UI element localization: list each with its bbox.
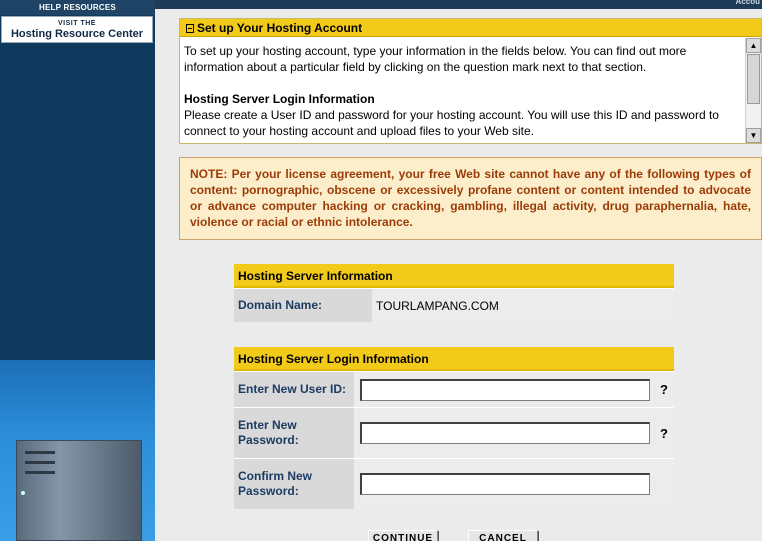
login-info-subheading: Hosting Server Login Information: [184, 92, 375, 106]
server-icon: [16, 440, 142, 541]
login-info-text: Please create a User ID and password for your hosting account. You will use this ID and password to connect to your hosting account and upload files to your Web site.: [184, 108, 719, 138]
user-id-help-icon[interactable]: ?: [660, 382, 668, 397]
setup-header: [180, 19, 761, 37]
domain-name-value: TOURLAMPANG.COM: [372, 289, 674, 322]
hrc-visit-label: VISIT THE: [58, 20, 96, 27]
scroll-up-icon[interactable]: ▲: [746, 38, 761, 53]
scrollbar[interactable]: [745, 38, 761, 143]
account-label[interactable]: Accou: [735, 0, 760, 6]
scroll-down-icon[interactable]: ▼: [746, 128, 761, 143]
main-content: [155, 9, 762, 541]
collapse-icon[interactable]: [186, 24, 194, 33]
server-info-panel: [234, 264, 674, 322]
server-info-title: Hosting Server Information: [234, 264, 674, 288]
user-id-input[interactable]: [360, 379, 650, 401]
domain-name-label: Domain Name:: [234, 289, 372, 322]
setup-panel: [179, 18, 762, 144]
password-help-icon[interactable]: ?: [660, 425, 668, 441]
setup-intro: To set up your hosting account, type your information in the fields below. You can find out more information about a particular field by clicking on the question mark next to that section.: [184, 44, 687, 74]
password-label: Enter New Password:: [234, 408, 354, 458]
password-input[interactable]: [360, 422, 650, 444]
license-note: NOTE: Per your license agreement, your free Web site cannot have any of the following types of content: pornographic, obscene or excessively profane content or content intended to advocate or advance computer hacking or cracking, gambling, illegal activity, drug paraphernalia, hate, violence or racial or ethnic intolerance.: [179, 157, 762, 240]
setup-title: Set up Your Hosting Account: [197, 21, 363, 35]
sidebar-graphic: [0, 360, 155, 541]
confirm-password-label: Confirm New Password:: [234, 459, 354, 509]
user-id-label: Enter New User ID:: [234, 372, 354, 407]
sidebar: [0, 0, 155, 541]
confirm-password-input[interactable]: [360, 473, 650, 495]
scroll-thumb[interactable]: [747, 54, 760, 104]
login-info-panel: [234, 347, 674, 509]
setup-content: [184, 43, 742, 155]
continue-button[interactable]: CONTINUE: [368, 530, 438, 541]
help-resources-title: HELP RESOURCES: [0, 0, 155, 15]
hrc-title: Hosting Resource Center: [10, 28, 144, 40]
hosting-resource-center-link[interactable]: [1, 16, 153, 43]
cancel-button[interactable]: CANCEL: [468, 530, 538, 541]
login-info-title: Hosting Server Login Information: [234, 347, 674, 371]
